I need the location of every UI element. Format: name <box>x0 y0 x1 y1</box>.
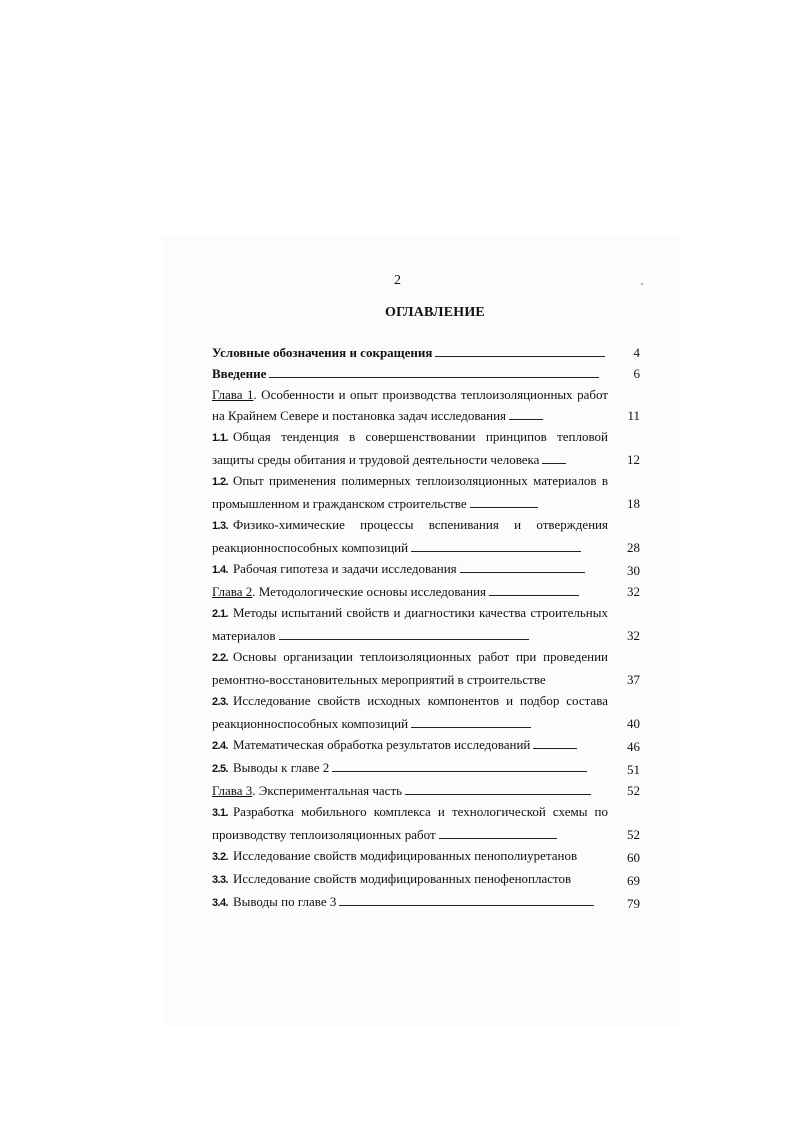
toc-entry-text: . Экспериментальная часть <box>252 783 403 798</box>
toc-entry-text: Условные обозначения и сокращения <box>212 345 433 360</box>
toc-entry-page: 6 <box>633 366 640 381</box>
toc-entry-text: Физико-химические процессы вспенивания и отверждения реакционноспособных композиций <box>212 517 608 555</box>
page-title: ОГЛАВЛЕНИЕ <box>385 305 485 320</box>
toc-entry-text: Опыт применения полимерных теплоизоляционных материалов в промышленном и гражданском строительстве <box>212 473 608 511</box>
toc-entry-page: 32 <box>627 584 640 599</box>
section-number: 2.2. <box>212 652 228 664</box>
toc-entry-3-3[interactable] <box>212 868 640 891</box>
section-number: 2.4. <box>212 740 228 752</box>
table-of-contents <box>212 342 640 914</box>
toc-entry-text: Рабочая гипотеза и задачи исследования <box>232 561 457 576</box>
section-number: 3.3. <box>212 874 228 886</box>
toc-entry-page: 60 <box>627 850 640 865</box>
toc-entry-page: 51 <box>627 762 640 777</box>
toc-entry-page: 11 <box>627 408 640 423</box>
toc-entry-text: Выводы по главе 3 <box>232 894 337 909</box>
toc-entry-text: Методы испытаний свойств и диагностики качества строительных материалов <box>212 605 608 643</box>
section-number: 3.1. <box>212 807 228 819</box>
toc-entry-2-2[interactable] <box>212 646 640 690</box>
section-number: 2.1. <box>212 608 228 620</box>
toc-entry-page: 79 <box>627 896 640 911</box>
section-number: 2.5. <box>212 763 228 775</box>
toc-entry-1-3[interactable] <box>212 514 640 558</box>
toc-entry-1-4[interactable] <box>212 558 640 581</box>
toc-entry-page: 32 <box>627 628 640 643</box>
toc-entry-page: 52 <box>627 827 640 842</box>
toc-entry-page: 18 <box>627 496 640 511</box>
toc-entry-text: Выводы к главе 2 <box>232 760 330 775</box>
toc-entry-text: Исследование свойств модифицированных пенофенопластов <box>232 871 572 886</box>
toc-entry-text: Математическая обработка результатов исследований <box>232 737 531 752</box>
section-number: 3.2. <box>212 851 228 863</box>
toc-entry-2-4[interactable] <box>212 734 640 757</box>
toc-entry-3-2[interactable] <box>212 845 640 868</box>
toc-entry-chapter-2[interactable] <box>212 581 640 602</box>
toc-entry-text: Основы организации теплоизоляционных работ при проведении ремонтно-восстановительных мероприятий в строительстве <box>212 649 608 687</box>
section-number: 2.3. <box>212 696 228 708</box>
section-number: 3.4. <box>212 897 228 909</box>
toc-entry-page: 40 <box>627 716 640 731</box>
toc-entry-2-5[interactable] <box>212 757 640 780</box>
toc-entry-1-1[interactable] <box>212 426 640 470</box>
toc-entry-2-1[interactable] <box>212 602 640 646</box>
chapter-label: Глава 3 <box>212 783 253 798</box>
toc-entry-text: Введение <box>212 366 267 381</box>
toc-entry-introduction[interactable] <box>212 363 640 384</box>
toc-entry-3-1[interactable] <box>212 801 640 845</box>
toc-entry-abbreviations[interactable] <box>212 342 640 363</box>
toc-entry-page: 4 <box>633 345 640 360</box>
toc-entry-text: . Особенности и опыт производства теплоизоляционных работ на Крайнем Севере и постановка задач исследования <box>212 387 608 423</box>
toc-entry-text: Общая тенденция в совершенствовании принципов тепловой защиты среды обитания и трудовой деятельности человека <box>212 429 608 467</box>
toc-entry-text: Разработка мобильного комплекса и технологической схемы по производству теплоизоляционных работ <box>212 804 608 842</box>
toc-entry-page: 46 <box>627 739 640 754</box>
toc-entry-text: Исследование свойств модифицированных пенополиуретанов <box>232 848 578 863</box>
toc-entry-chapter-3[interactable] <box>212 780 640 801</box>
toc-entry-page: 28 <box>627 540 640 555</box>
section-number: 1.4. <box>212 564 228 576</box>
toc-entry-page: 69 <box>627 873 640 888</box>
toc-entry-1-2[interactable] <box>212 470 640 514</box>
toc-entry-text: . Методологические основы исследования <box>252 584 487 599</box>
toc-entry-page: 37 <box>627 672 640 687</box>
toc-entry-chapter-1[interactable] <box>212 384 640 426</box>
section-number: 1.3. <box>212 520 228 532</box>
toc-entry-page: 52 <box>627 783 640 798</box>
toc-entry-2-3[interactable] <box>212 690 640 734</box>
section-number: 1.2. <box>212 476 228 488</box>
chapter-label: Глава 1 <box>212 387 254 402</box>
chapter-label: Глава 2 <box>212 584 253 599</box>
page-number: 2 <box>394 273 401 288</box>
toc-entry-page: 30 <box>627 563 640 578</box>
toc-entry-3-4[interactable] <box>212 891 640 914</box>
section-number: 1.1. <box>212 432 228 444</box>
toc-entry-text: Исследование свойств исходных компонентов и подбор состава реакционноспособных композиций <box>212 693 608 731</box>
toc-entry-page: 12 <box>627 452 640 467</box>
